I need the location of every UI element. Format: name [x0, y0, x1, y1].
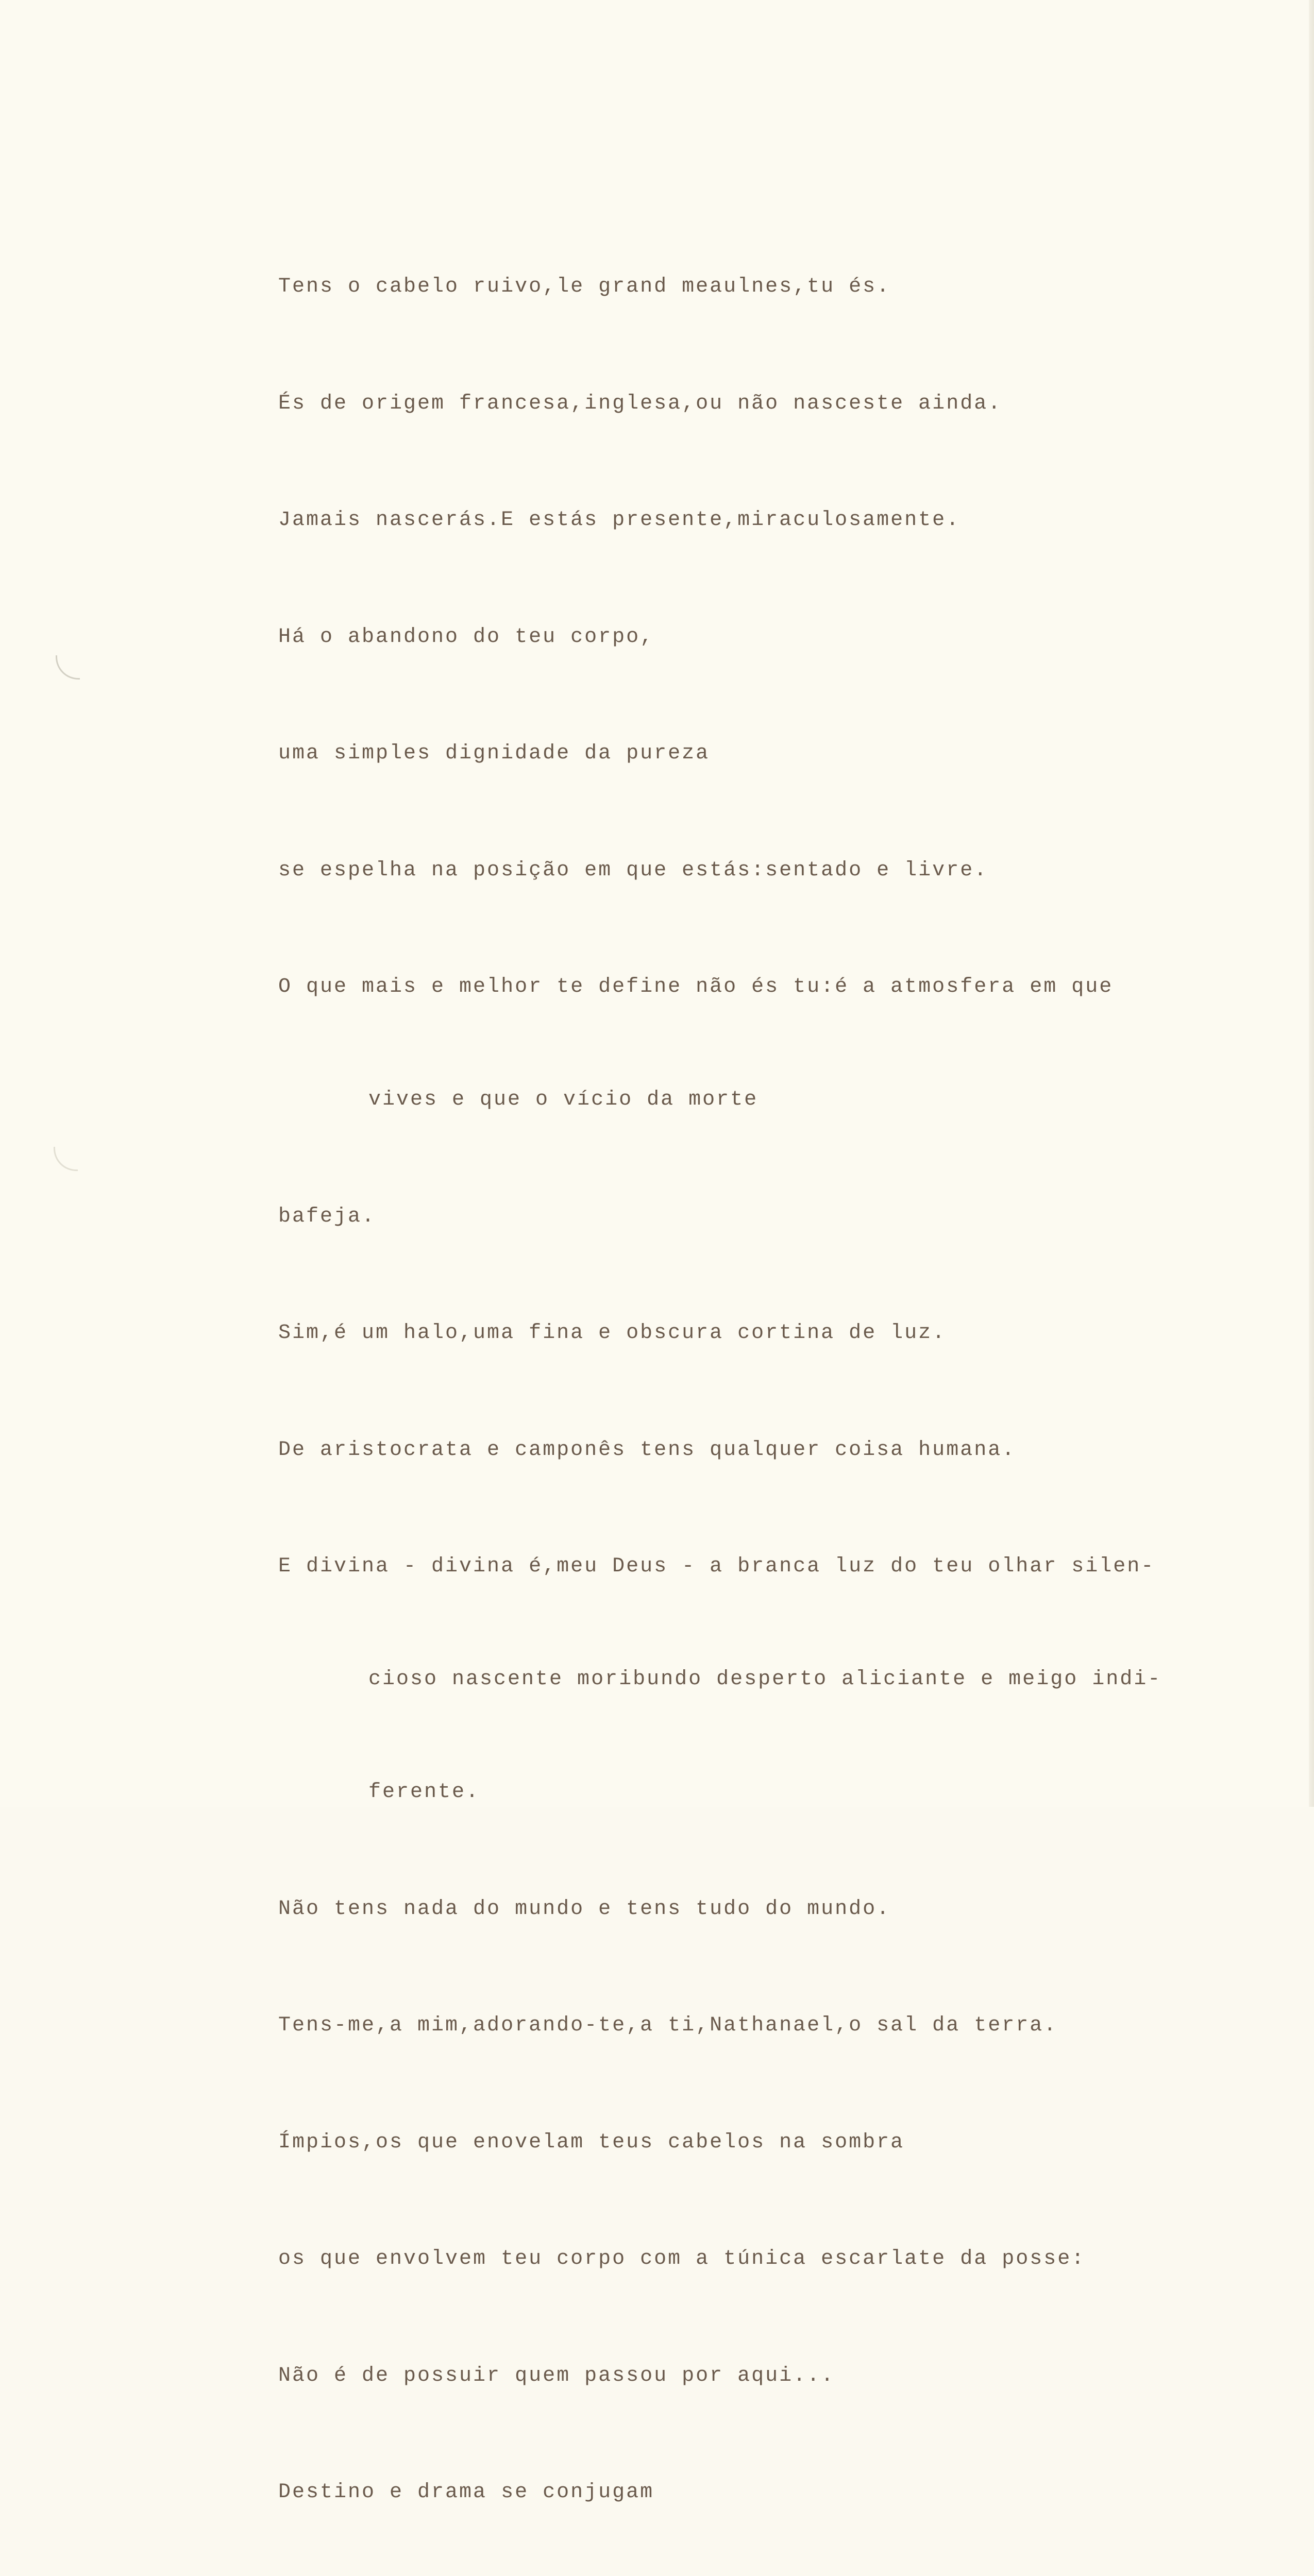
poem-line: O que mais e melhor te define não és tu:é a atmosfera em que [278, 975, 1114, 998]
poem-line: Há o abandono do teu corpo, [278, 625, 654, 649]
page-edge-shadow [1309, 0, 1314, 1807]
poem-line: Sim,é um halo,uma fina e obscura cortina de luz. [278, 1321, 947, 1345]
poem-line: Não é de possuir quem passou por aqui... [278, 2364, 835, 2387]
poem-line: Tens o cabelo ruivo,le grand meaulnes,tu és. [278, 275, 891, 298]
poem-line: De aristocrata e camponês tens qualquer coisa humana. [278, 1438, 1016, 1462]
poem-line: Ímpios,os que enovelam teus cabelos na sombra [278, 2130, 905, 2154]
poem-line: Jamais nascerás.E estás presente,miraculosamente. [278, 509, 961, 532]
poem-line: És de origem francesa,inglesa,ou não nasceste ainda. [278, 392, 1002, 415]
poem-line-continuation: cioso nascente moribundo desperto aliciante e meigo indi- [368, 1668, 1162, 1691]
poem-line: os que envolvem teu corpo com a túnica escarlate da posse: [278, 2247, 1086, 2270]
poem-line: uma simples dignidade da pureza [278, 742, 710, 765]
poem-line: Destino e drama se conjugam [278, 2481, 654, 2504]
poem-line: E divina - divina é,meu Deus - a branca luz do teu olhar silen- [278, 1555, 1155, 1578]
poem-line: bafeja. [278, 1205, 376, 1228]
poem-line: se espelha na posição em que estás:sentado e livre. [278, 858, 988, 882]
poem-line: Não tens nada do mundo e tens tudo do mundo. [278, 1897, 891, 1921]
poem-text [278, 190, 1273, 2576]
punch-hole-mark [56, 655, 80, 680]
poem-line: Tens-me,a mim,adorando-te,a ti,Nathanael,o sal da terra. [278, 2014, 1058, 2037]
poem-line-continuation: vives e que o vício da morte [368, 1088, 759, 1111]
poem-line-continuation: ferente. [368, 1781, 480, 1804]
punch-hole-mark [54, 1147, 78, 1171]
